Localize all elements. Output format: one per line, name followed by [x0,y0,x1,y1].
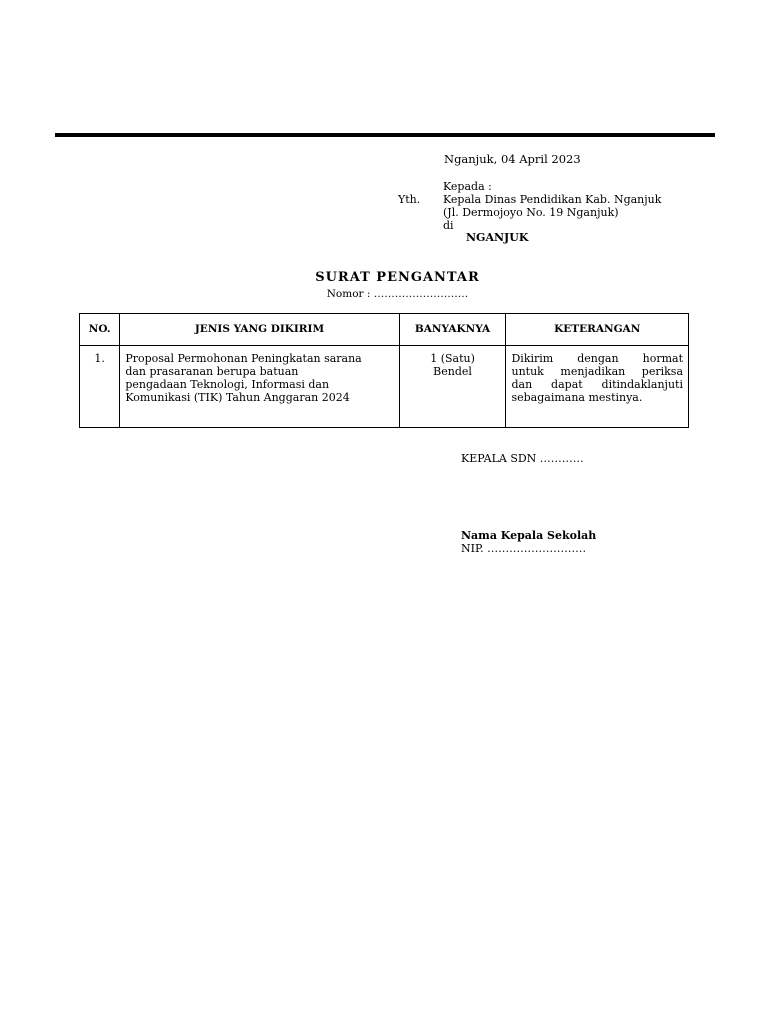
letter-date: Nganjuk, 04 April 2023 [444,152,581,166]
letter-number: Nomor : ……………………… [326,288,469,300]
jenis-line: pengadaan Teknologi, Informasi dan [125,378,330,391]
cell-jenis [120,346,399,428]
header-rule [55,133,715,137]
header-no: NO. [80,314,120,346]
cell-keterangan [506,346,689,428]
signature-name: Nama Kepala Sekolah [461,529,597,542]
letter-title: SURAT PENGANTAR [315,270,480,285]
keterangan-line: dan dapat ditindaklanjuti [511,378,683,391]
cell-banyaknya [399,346,506,428]
recipient-name: Kepala Dinas Pendidikan Kab. Nganjuk [443,193,662,206]
table-header-row [80,314,689,346]
cell-no: 1. [80,346,120,428]
banyaknya-line: Bendel [433,365,472,378]
di-label: di [443,219,454,232]
banyaknya-line: 1 (Satu) [430,352,475,365]
keterangan-line: Dikirim dengan hormat [511,352,683,365]
jenis-line: Proposal Permohonan Peningkatan sarana [125,352,362,365]
jenis-line: Komunikasi (TIK) Tahun Anggaran 2024 [125,391,350,404]
recipient-city: NGANJUK [466,231,529,244]
header-jenis: JENIS YANG DIKIRIM [120,314,399,346]
jenis-line: dan prasaranan berupa batuan [125,365,299,378]
recipient-address: (Jl. Dermojoyo No. 19 Nganjuk) [443,206,619,219]
signature-nip: NIP. ……………………… [461,542,587,555]
signature-title: KEPALA SDN ………… [461,452,584,465]
kepada-label: Kepada : [443,180,492,193]
keterangan-line: untuk menjadikan periksa [511,365,683,378]
keterangan-line: sebagaimana mestinya. [511,391,643,404]
header-banyaknya: BANYAKNYA [399,314,506,346]
table-row [80,346,689,428]
header-keterangan: KETERANGAN [506,314,689,346]
yth-label: Yth. [398,193,421,206]
items-table [79,313,689,428]
